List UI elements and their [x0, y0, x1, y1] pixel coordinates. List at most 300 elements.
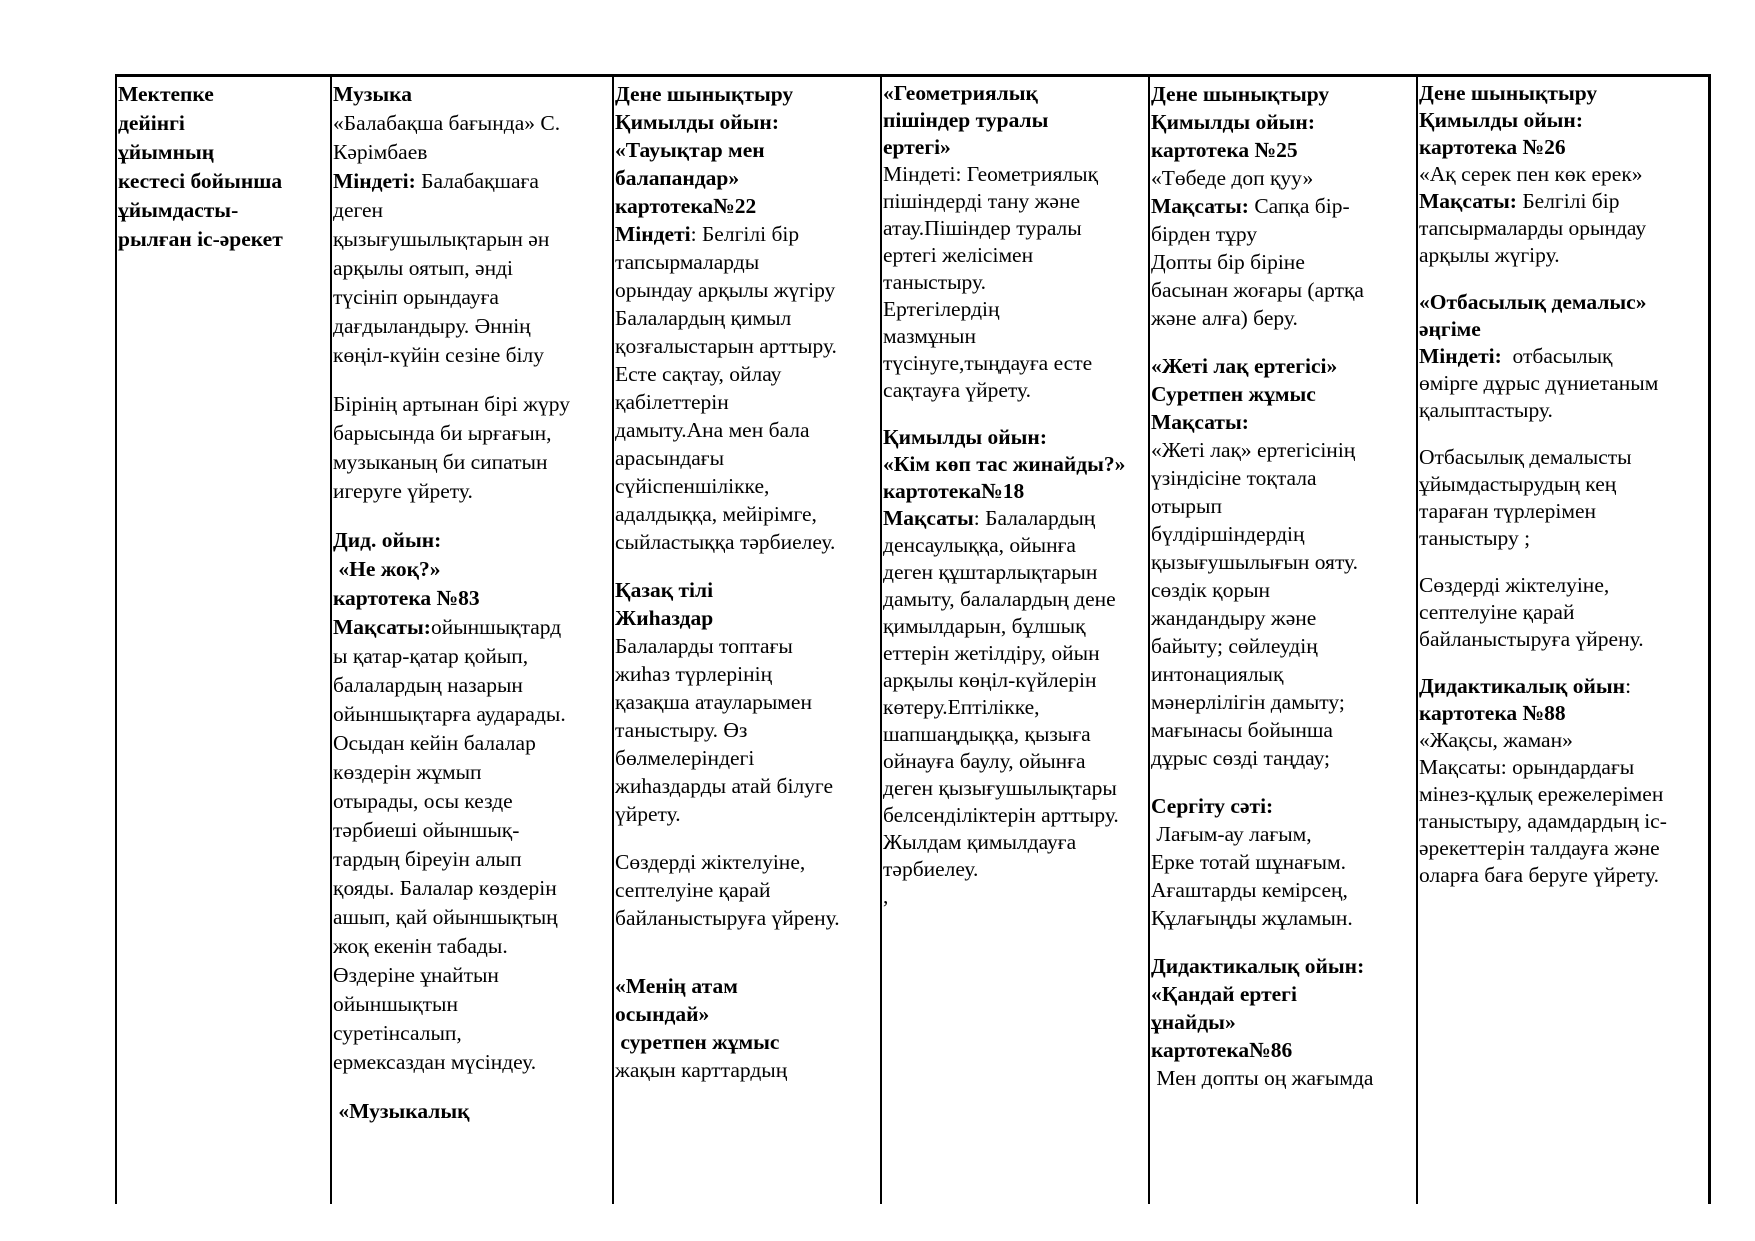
text-line — [883, 296, 1148, 323]
text-line — [615, 744, 880, 772]
text-run: «Тауықтар мен — [615, 138, 765, 162]
text-line — [1151, 688, 1416, 716]
text-line — [615, 660, 880, 688]
text-line — [1419, 572, 1708, 599]
text-run: дейінгі — [118, 111, 185, 135]
text-run: Сөздерді жіктелуіне, — [1419, 573, 1610, 597]
text-run: арасындағы — [615, 446, 725, 470]
text-run: : — [1625, 674, 1632, 698]
text-run: адалдыққа, мейірімге, — [615, 502, 817, 526]
text-run: түсінуге,тыңдауға есте — [883, 351, 1093, 375]
text-line — [1151, 408, 1416, 436]
text-line — [1151, 520, 1416, 548]
text-run: сөздік қорын — [1151, 578, 1271, 602]
text-run: Қазақ тілі — [615, 578, 714, 602]
text-line — [615, 388, 880, 416]
text-run: мазмұнын — [883, 324, 977, 348]
text-run: қояды. Балалар көздерін — [333, 876, 557, 900]
text-run: әрекеттерін талдауға және — [1419, 836, 1660, 860]
text-run: ұйымдастырудың кең — [1419, 472, 1617, 496]
text-run: Дид. ойын: — [333, 528, 442, 552]
text-run: сүйіспеншілікке, — [615, 474, 770, 498]
text-line — [615, 164, 880, 192]
text-run: картотека№86 — [1151, 1038, 1293, 1062]
text-line — [615, 108, 880, 136]
text-run: және алға) беру. — [1151, 306, 1298, 330]
text-line — [333, 874, 612, 903]
text-run: Есте сақтау, ойлау — [615, 362, 782, 386]
text-run: деген — [333, 198, 384, 222]
text-line — [1419, 397, 1708, 424]
text-run: «Геометриялық — [883, 81, 1038, 105]
column-physical-education-2 — [1148, 77, 1416, 1204]
text-line — [615, 688, 880, 716]
text-run: картотека №88 — [1419, 701, 1566, 725]
text-line — [1151, 604, 1416, 632]
text-run: Мен допты оң жағымда — [1151, 1066, 1374, 1090]
text-line — [883, 748, 1148, 775]
text-line — [615, 716, 880, 744]
paragraph-gap — [333, 506, 612, 526]
text-run: Қимылды ойын: — [883, 425, 1047, 449]
text-line — [118, 225, 330, 254]
text-line — [1419, 80, 1708, 107]
text-run: мінез-құлық ережелерімен — [1419, 782, 1664, 806]
text-run: ертегі желісімен — [883, 243, 1034, 267]
text-run: деген құштарлықтарын — [883, 560, 1098, 584]
paragraph-gap — [615, 556, 880, 576]
text-run: түсініп орындауға — [333, 285, 499, 309]
text-run: тәрбиелеу. — [883, 857, 979, 881]
text-line — [333, 312, 612, 341]
text-run: қызығушылықтарын ән — [333, 227, 550, 251]
text-run: арқылы көңіл-күйлерін — [883, 668, 1097, 692]
text-line — [333, 254, 612, 283]
text-line — [883, 532, 1148, 559]
text-line — [333, 283, 612, 312]
text-run: барысында би ырғағын, — [333, 421, 552, 445]
text-line — [883, 559, 1148, 586]
text-line — [615, 632, 880, 660]
text-line — [333, 390, 612, 419]
text-line — [1419, 343, 1708, 370]
text-line — [615, 360, 880, 388]
text-run: «Не жоқ?» — [333, 557, 441, 581]
text-run: ертегі» — [883, 135, 951, 159]
text-line — [1151, 548, 1416, 576]
text-run: дамыту.Ана мен бала — [615, 418, 810, 442]
text-run: әңгіме — [1419, 317, 1481, 341]
text-line — [333, 1048, 612, 1077]
text-line — [1419, 471, 1708, 498]
text-line — [1151, 108, 1416, 136]
text-line — [615, 972, 880, 1000]
text-run: ойыншықтарға аударады. — [333, 702, 566, 726]
text-line — [1151, 952, 1416, 980]
text-line — [333, 816, 612, 845]
text-run: жиhаз түрлерінің — [615, 662, 773, 686]
text-line — [1419, 188, 1708, 215]
text-run: Сапқа бір- — [1254, 194, 1350, 218]
text-line — [333, 341, 612, 370]
text-run: Мақсаты: орындардағы — [1419, 755, 1635, 779]
text-line — [333, 477, 612, 506]
text-run: Ағаштарды кемірсең, — [1151, 878, 1348, 902]
text-line — [1151, 136, 1416, 164]
text-run: басынан жоғары (артқа — [1151, 278, 1364, 302]
text-run: дағдыландыру. Әннің — [333, 314, 531, 338]
text-line — [1419, 525, 1708, 552]
text-run: тапсырмаларды — [615, 250, 760, 274]
text-line — [1151, 716, 1416, 744]
text-run: арқылы жүгіру. — [1419, 243, 1560, 267]
paragraph-gap — [883, 404, 1148, 424]
text-line — [883, 350, 1148, 377]
text-run: орындау арқылы жүгіру — [615, 278, 836, 302]
text-line — [333, 729, 612, 758]
text-run: картотека №25 — [1151, 138, 1298, 162]
text-line — [1151, 1008, 1416, 1036]
text-run: Құлағыңды жұламын. — [1151, 906, 1353, 930]
text-line — [883, 667, 1148, 694]
text-run: Ертегілердің — [883, 297, 1000, 321]
paragraph-gap — [1151, 772, 1416, 792]
text-run: картотека№18 — [883, 479, 1025, 503]
text-line — [1419, 754, 1708, 781]
text-run: Мақсаты: — [1151, 194, 1255, 218]
text-run: отырады, осы кезде — [333, 789, 513, 813]
text-line — [1151, 876, 1416, 904]
text-line — [883, 242, 1148, 269]
text-line — [883, 188, 1148, 215]
text-run: көтеру.Ептілікке, — [883, 695, 1040, 719]
text-run: жиhаздарды атай білуге — [615, 774, 834, 798]
paragraph-gap — [615, 828, 880, 848]
text-line — [1419, 215, 1708, 242]
text-run: оларға баға беруге үйрету. — [1419, 863, 1659, 887]
text-run: таныстыру ; — [1419, 526, 1531, 550]
text-run: Міндеті: — [333, 169, 422, 193]
text-run: интонациялық — [1151, 662, 1284, 686]
text-run: «Кім көп тас жинайды?» — [883, 452, 1126, 476]
text-line — [1419, 444, 1708, 471]
text-run: ұйымның — [118, 140, 215, 164]
text-run: таныстыру. Өз — [615, 718, 748, 742]
text-run: үйрету. — [615, 802, 681, 826]
text-run: шапшаңдыққа, қызыға — [883, 722, 1091, 746]
text-run: ойыншықтард — [430, 615, 562, 639]
paragraph-gap — [1419, 653, 1708, 673]
text-run: қимылдарын, бұлшық — [883, 614, 1086, 638]
text-line — [118, 196, 330, 225]
text-run: Балабақшаға — [421, 169, 539, 193]
text-line — [883, 775, 1148, 802]
column-geometry — [880, 77, 1148, 1204]
column-physical-education-3 — [1416, 77, 1708, 1204]
text-line — [333, 845, 612, 874]
text-run: дамыту, балалардың дене — [883, 587, 1116, 611]
text-run: тардың біреуін алып — [333, 847, 522, 871]
text-line — [333, 196, 612, 225]
text-line — [1419, 808, 1708, 835]
paragraph-gap — [615, 932, 880, 952]
text-run: атау.Пішіндер туралы — [883, 216, 1082, 240]
text-line — [1151, 744, 1416, 772]
text-line — [1151, 248, 1416, 276]
text-run: көңіл-күйін сезіне білу — [333, 343, 545, 367]
text-run: Лағым-ау лағым, — [1151, 822, 1312, 846]
text-run: рылған іс-әрекет — [118, 227, 283, 251]
text-line — [883, 377, 1148, 404]
text-run: «Қандай ертегі — [1151, 982, 1297, 1006]
text-line — [883, 505, 1148, 532]
text-line — [333, 671, 612, 700]
text-line — [1419, 599, 1708, 626]
text-line — [118, 109, 330, 138]
text-run: Мақсаты: — [1419, 189, 1523, 213]
text-line — [883, 80, 1148, 107]
text-run: бірден тұру — [1151, 222, 1258, 246]
text-line — [1151, 632, 1416, 660]
text-run: , — [883, 884, 889, 908]
text-line — [1419, 107, 1708, 134]
text-line — [1151, 1064, 1416, 1092]
text-line — [333, 961, 612, 990]
text-run: Сөздерді жіктелуіне, — [615, 850, 806, 874]
text-line — [1151, 436, 1416, 464]
text-line — [883, 161, 1148, 188]
text-line — [883, 451, 1148, 478]
text-run: Жылдам қимылдауға — [883, 830, 1077, 854]
text-line — [1419, 835, 1708, 862]
text-run: қалыптастыру. — [1419, 398, 1553, 422]
text-run: жандандыру және — [1151, 606, 1317, 630]
text-run: байланыстыруға үйрену. — [615, 906, 840, 930]
text-run: мәнерлілігін дамыту; — [1151, 690, 1345, 714]
text-run: музыканың би сипатын — [333, 450, 548, 474]
text-run: үзіндісіне тоқтала — [1151, 466, 1317, 490]
text-line — [1151, 904, 1416, 932]
text-line — [883, 215, 1148, 242]
text-run: қызығушылығын ояту. — [1151, 550, 1359, 574]
text-run: балалардың назарын — [333, 673, 523, 697]
text-run: Белгілі бір — [1522, 189, 1620, 213]
text-line — [615, 136, 880, 164]
text-line — [333, 419, 612, 448]
text-line — [615, 1000, 880, 1028]
text-run: Мектепке — [118, 82, 214, 106]
text-line — [615, 772, 880, 800]
text-line — [333, 555, 612, 584]
text-line — [615, 904, 880, 932]
text-run: таныстыру. — [883, 270, 986, 294]
text-line — [1419, 626, 1708, 653]
text-line — [1419, 134, 1708, 161]
text-line — [1151, 576, 1416, 604]
text-line — [1419, 498, 1708, 525]
text-run: байыту; сөйлеудің — [1151, 634, 1318, 658]
text-line — [615, 192, 880, 220]
text-line — [1151, 792, 1416, 820]
text-run: Балаларды топтағы — [615, 634, 793, 658]
text-run: Міндеті — [615, 222, 691, 246]
text-line — [1419, 727, 1708, 754]
text-run: деген қызығушылықтары — [883, 776, 1117, 800]
text-run: ұнайды» — [1151, 1010, 1236, 1034]
text-line — [615, 304, 880, 332]
text-run: балапандар» — [615, 166, 740, 190]
text-run: «Ақ серек пен көк ерек» — [1419, 162, 1643, 186]
text-line — [333, 1019, 612, 1048]
text-run: септелуіне қарай — [1419, 600, 1575, 624]
paragraph-gap — [333, 1077, 612, 1097]
text-line — [1151, 980, 1416, 1008]
paragraph-gap — [615, 952, 880, 972]
text-line — [883, 134, 1148, 161]
text-line — [333, 138, 612, 167]
text-line — [118, 80, 330, 109]
text-line — [883, 802, 1148, 829]
text-run: қазақша атауларымен — [615, 690, 812, 714]
text-run: Балалардың қимыл — [615, 306, 792, 330]
text-run: ойыншықтын — [333, 992, 459, 1016]
text-run: Дидактикалық ойын — [1419, 674, 1626, 698]
text-line — [883, 478, 1148, 505]
column-music — [330, 77, 612, 1204]
text-line — [333, 613, 612, 642]
text-line — [333, 225, 612, 254]
text-run: бөлмелеріндегі — [615, 746, 755, 770]
text-line — [1151, 164, 1416, 192]
column-physical-education-1 — [612, 77, 880, 1204]
text-run: Өздеріне ұнайтын — [333, 963, 499, 987]
paragraph-gap — [1419, 552, 1708, 572]
text-run: ермексаздан мүсіндеу. — [333, 1050, 537, 1074]
text-line — [615, 416, 880, 444]
text-line — [1151, 380, 1416, 408]
text-run: ойнауға баулу, ойынға — [883, 749, 1086, 773]
text-run: сыйластыққа тәрбиелеу. — [615, 530, 836, 554]
text-line — [333, 167, 612, 196]
text-line — [615, 472, 880, 500]
text-run: сақтауға үйрету. — [883, 378, 1032, 402]
text-run: Міндеті: — [1419, 344, 1502, 368]
text-run: Мақсаты: — [1151, 410, 1249, 434]
text-line — [333, 758, 612, 787]
paragraph-gap — [1151, 332, 1416, 352]
text-run: «Отбасылық демалыс» — [1419, 290, 1647, 314]
text-line — [118, 167, 330, 196]
text-run: Осыдан кейін балалар — [333, 731, 536, 755]
text-run: картотека №26 — [1419, 135, 1566, 159]
text-run: кестесі бойынша — [118, 169, 283, 193]
text-run: Бірінің артынан бірі жүру — [333, 392, 571, 416]
text-line — [883, 721, 1148, 748]
text-line — [615, 528, 880, 556]
text-run: байланыстыруға үйрену. — [1419, 627, 1644, 651]
text-line — [1419, 316, 1708, 343]
text-run: Мақсаты — [883, 506, 974, 530]
text-run: тәрбиеші ойыншық- — [333, 818, 520, 842]
text-run: белсенділіктерін арттыру. — [883, 803, 1119, 827]
text-run: Суретпен жұмыс — [1151, 382, 1316, 406]
text-line — [1151, 276, 1416, 304]
text-line — [615, 876, 880, 904]
column-activity-header — [115, 77, 330, 1204]
text-run: Қимылды ойын: — [1151, 110, 1315, 134]
text-line — [883, 323, 1148, 350]
text-run: «Менің атам — [615, 974, 738, 998]
paragraph-gap — [1419, 269, 1708, 289]
text-line — [883, 694, 1148, 721]
text-run: пішіндерді тану және — [883, 189, 1081, 213]
text-run: тапсырмаларды орындау — [1419, 216, 1647, 240]
text-line — [333, 700, 612, 729]
text-run: отбасылық — [1501, 344, 1613, 368]
text-line — [883, 586, 1148, 613]
text-run: ұйымдасты- — [118, 198, 239, 222]
paragraph-gap — [1151, 932, 1416, 952]
text-line — [333, 109, 612, 138]
text-run: Отбасылық демалысты — [1419, 445, 1632, 469]
text-run: пішіндер туралы — [883, 108, 1049, 132]
text-run: Жиhаздар — [615, 606, 714, 630]
text-line — [1419, 161, 1708, 188]
text-run: : Белгілі бір — [690, 222, 800, 246]
text-line — [1151, 848, 1416, 876]
text-run: Қимылды ойын: — [1419, 108, 1583, 132]
text-run: Міндеті: Геометриялық — [883, 162, 1099, 186]
text-line — [615, 220, 880, 248]
schedule-table — [115, 74, 1711, 1204]
text-line — [1151, 660, 1416, 688]
text-line — [1419, 242, 1708, 269]
text-line — [1151, 464, 1416, 492]
text-run: бүлдіршіндердің — [1151, 522, 1305, 546]
text-line — [615, 500, 880, 528]
text-line — [883, 883, 1148, 910]
text-run: Сергіту сәті: — [1151, 794, 1274, 818]
text-line — [615, 248, 880, 276]
text-line — [883, 269, 1148, 296]
text-run: Музыка — [333, 82, 412, 106]
text-run: өмірге дұрыс дүниетаным — [1419, 371, 1659, 395]
text-line — [883, 613, 1148, 640]
text-line — [1151, 492, 1416, 520]
text-line — [1151, 820, 1416, 848]
text-run: жоқ екенін табады. — [333, 934, 508, 958]
text-line — [1151, 192, 1416, 220]
text-run: Дидактикалық ойын: — [1151, 954, 1365, 978]
text-run: Дене шынықтыру — [615, 82, 794, 106]
text-run: Допты бір біріне — [1151, 250, 1305, 274]
text-run: Мақсаты: — [333, 615, 431, 639]
text-line — [615, 848, 880, 876]
text-run: қабілеттерін — [615, 390, 729, 414]
text-run: денсаулыққа, ойынға — [883, 533, 1076, 557]
text-run: : Балалардың — [973, 506, 1096, 530]
text-run: Кәрімбаев — [333, 140, 428, 164]
text-line — [333, 903, 612, 932]
text-line — [615, 800, 880, 828]
text-line — [883, 107, 1148, 134]
text-line — [333, 448, 612, 477]
text-line — [1151, 352, 1416, 380]
text-line — [615, 276, 880, 304]
text-run: көздерін жұмып — [333, 760, 482, 784]
text-run: «Жақсы, жаман» — [1419, 728, 1573, 752]
text-run: отырып — [1151, 494, 1223, 518]
